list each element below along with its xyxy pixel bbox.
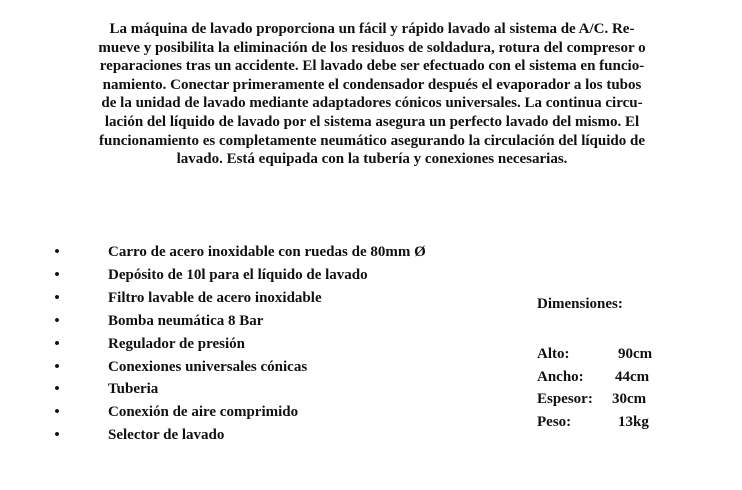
list-item: [52, 335, 448, 353]
dimension-label: Espesor:: [537, 391, 593, 407]
intro-line: lación del líquido de lavado por el sistema asegura un perfecto lavado del mismo. El: [104, 113, 640, 130]
bullet-icon: •: [54, 358, 60, 375]
intro-line: lavado. Está equipada con la tubería y conexiones necesarias.: [176, 151, 568, 168]
feature-text: Bomba neumática 8 Bar: [108, 312, 264, 329]
intro-line: La máquina de lavado proporciona un fácil y rápido lavado al sistema de A/C. Re-: [109, 21, 635, 37]
list-item: [52, 266, 448, 284]
feature-text: Carro de acero inoxidable con ruedas de 80mm Ø: [108, 244, 426, 260]
intro-line: mueve y posibilita la eliminación de los residuos de soldadura, rotura del compresor o: [98, 39, 646, 56]
dimension-label: Peso:: [537, 413, 572, 430]
intro-paragraph: [14, 20, 730, 169]
list-item: [52, 289, 448, 307]
intro-line: reparaciones tras un accidente. El lavado debe ser efectuado con el sistema en funcio-: [99, 58, 645, 75]
bullet-icon: •: [54, 266, 60, 283]
intro-line: namiento. Conectar primeramente el condensador después el evaporador a los tubos: [102, 76, 642, 93]
list-item: [52, 243, 448, 261]
bullet-icon: •: [54, 335, 60, 352]
list-item: [52, 426, 448, 444]
feature-text: Depósito de 10l para el líquido de lavado: [108, 266, 368, 283]
feature-text: Filtro lavable de acero inoxidable: [108, 289, 322, 306]
feature-text: Regulador de presión: [108, 335, 245, 352]
bullet-icon: •: [54, 381, 60, 398]
bullet-icon: •: [54, 427, 60, 444]
list-item: [52, 380, 448, 398]
list-item: [52, 358, 448, 376]
features-list: [52, 243, 448, 449]
intro-line: de la unidad de lavado mediante adaptadores cónicos universales. La continua circu-: [101, 95, 643, 112]
bullet-icon: •: [54, 312, 60, 329]
bullet-icon: •: [54, 289, 60, 306]
list-item: [52, 312, 448, 330]
dimension-label: Alto:: [537, 346, 570, 362]
intro-line: funcionamiento es completamente neumático asegurando la circulación del líquido de: [99, 132, 645, 149]
dimension-value: 30cm: [612, 391, 647, 407]
dimensions-title: Dimensiones:: [537, 296, 623, 312]
feature-text: Selector de lavado: [108, 427, 225, 444]
dimension-value: 13kg: [618, 413, 649, 430]
feature-text: Conexión de aire comprimido: [108, 404, 299, 421]
bullet-icon: •: [54, 244, 60, 260]
bullet-icon: •: [54, 404, 60, 421]
feature-text: Tuberia: [108, 381, 159, 398]
dimension-label: Ancho:: [537, 368, 584, 385]
feature-text: Conexiones universales cónicas: [108, 358, 308, 375]
list-item: [52, 403, 448, 421]
dimension-value: 44cm: [615, 368, 650, 385]
dimension-value: 90cm: [618, 346, 653, 362]
